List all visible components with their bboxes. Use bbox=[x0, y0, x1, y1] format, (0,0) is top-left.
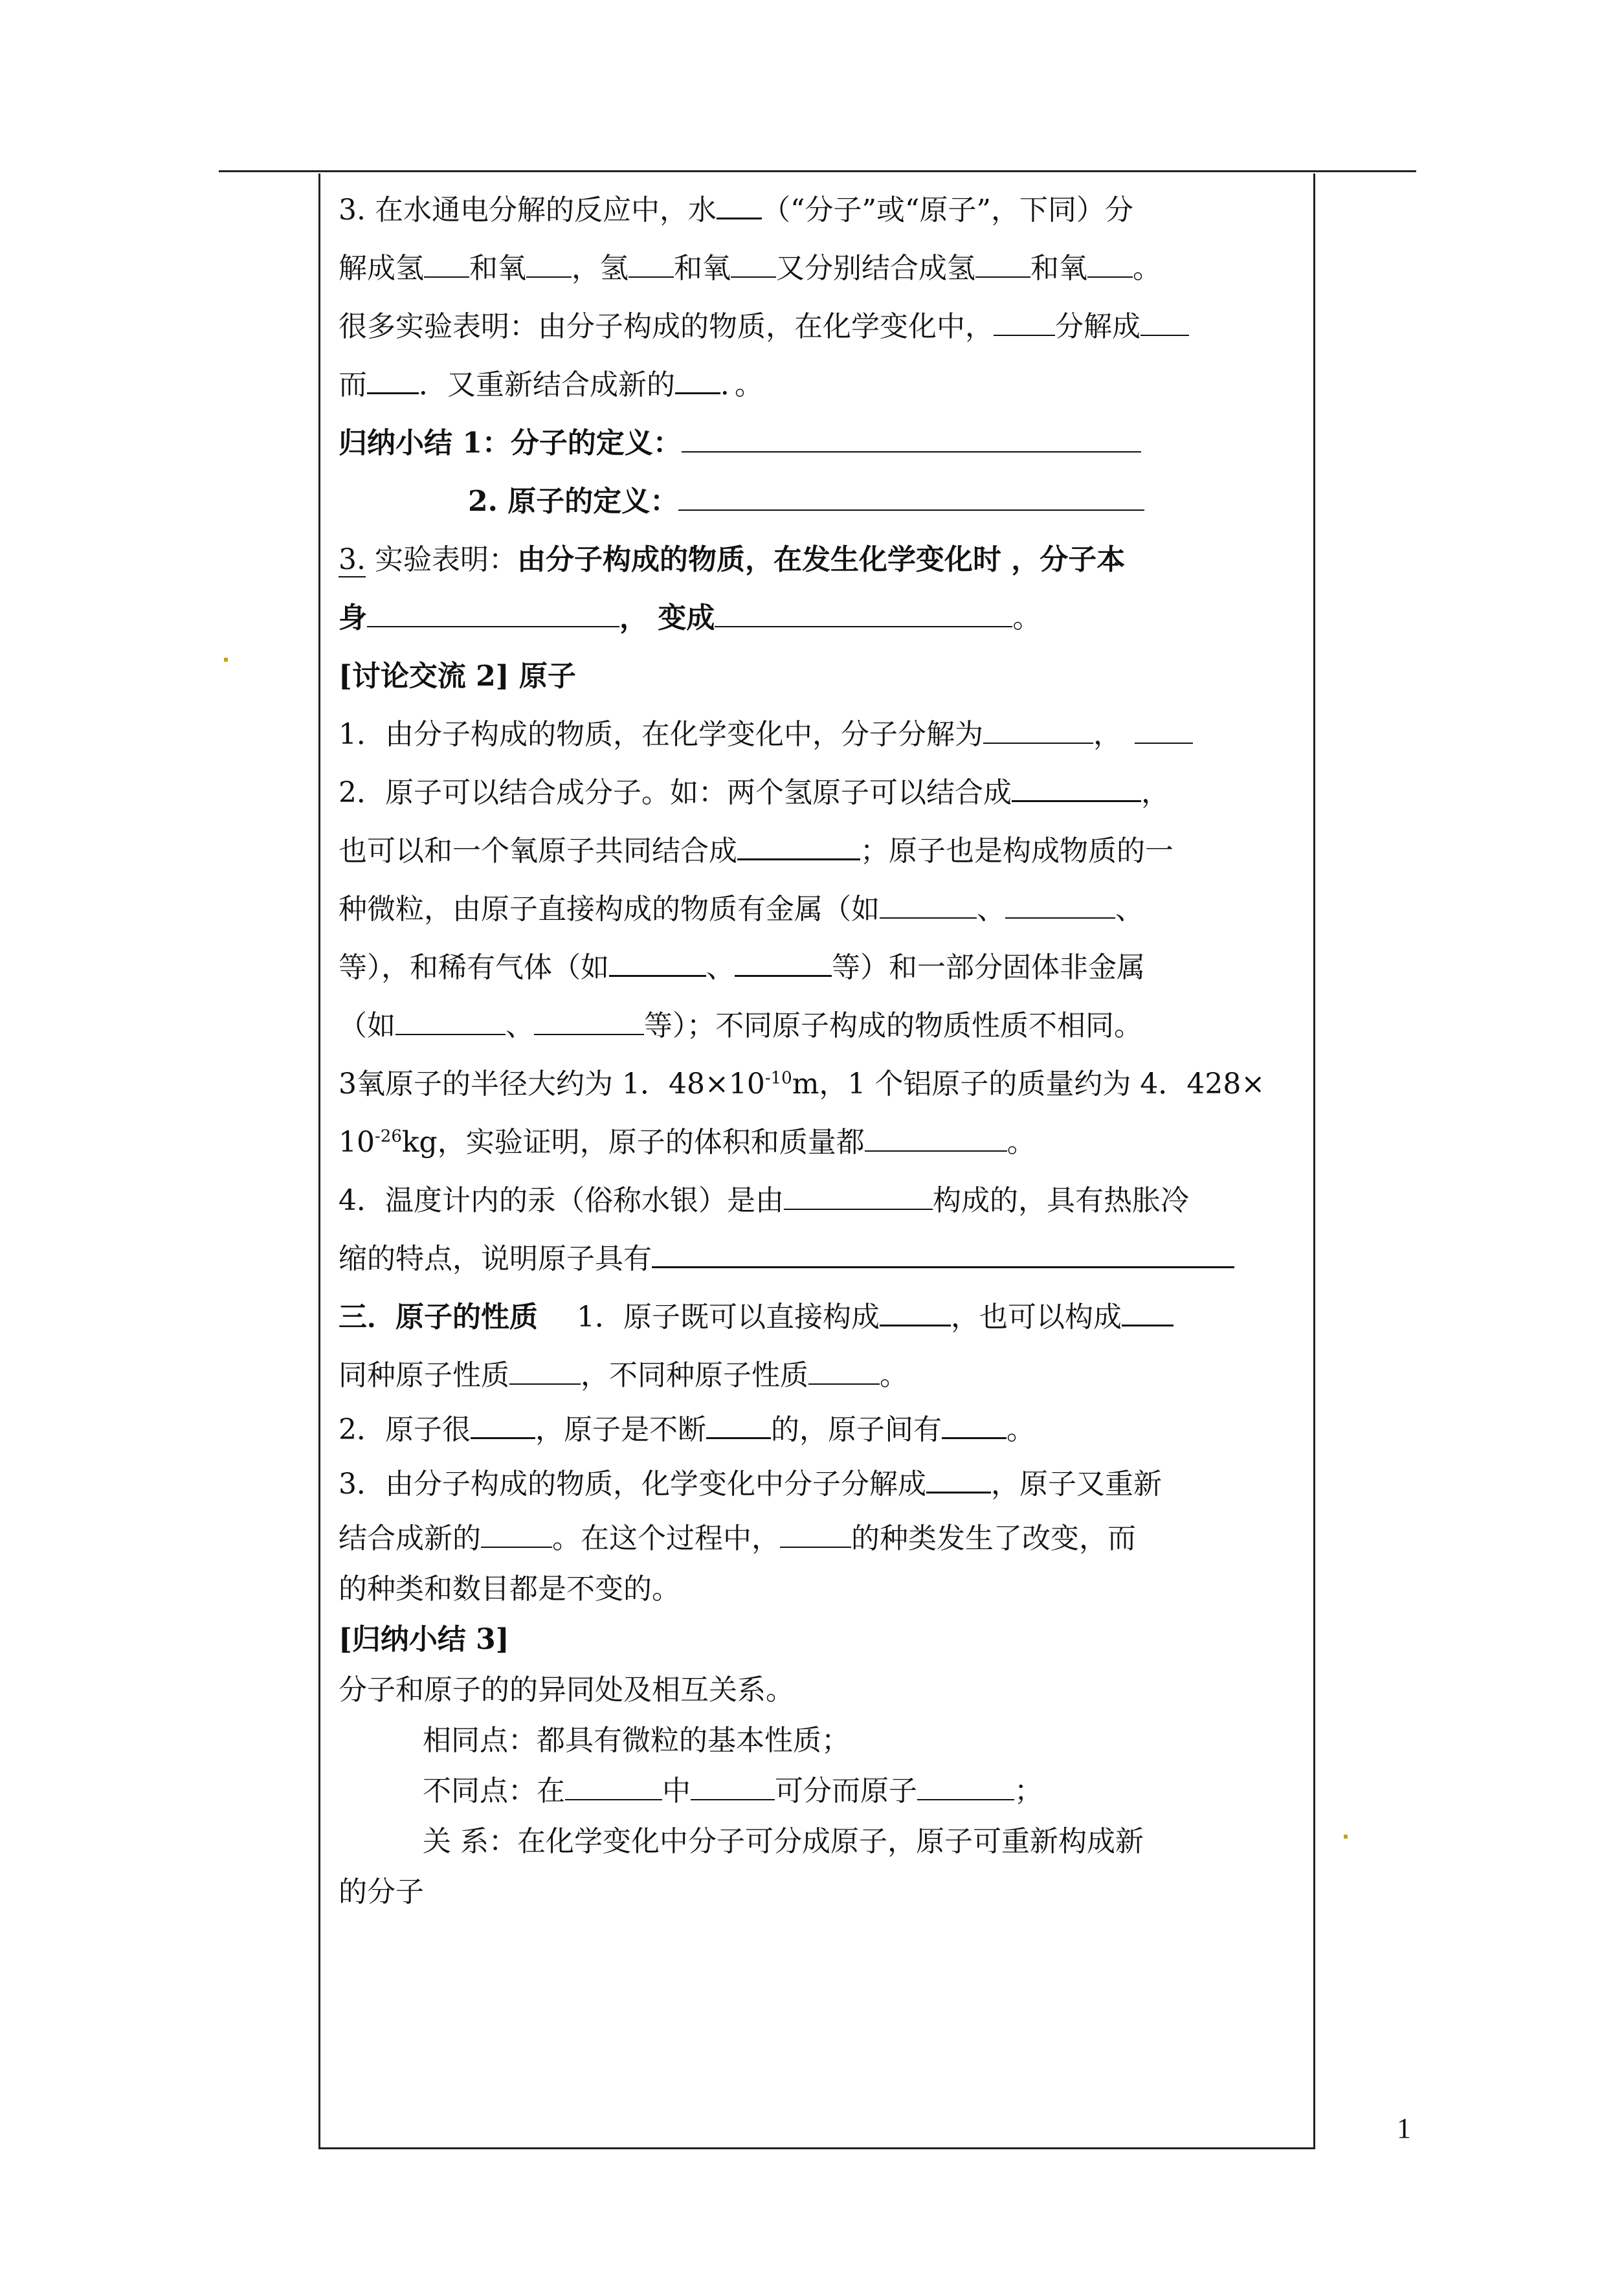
blank[interactable] bbox=[509, 1358, 581, 1385]
text: ， 变成 bbox=[619, 601, 715, 634]
text: 的分子 bbox=[339, 1875, 424, 1908]
blank[interactable] bbox=[1087, 251, 1133, 278]
summary3-heading bbox=[339, 1615, 1309, 1665]
blank[interactable] bbox=[780, 1521, 851, 1548]
worksheet-body bbox=[339, 181, 1309, 1918]
text: [归纳小结 3] bbox=[339, 1623, 509, 1656]
text: 的种类和数目都是不变的。 bbox=[339, 1572, 680, 1605]
blank[interactable] bbox=[395, 1008, 506, 1035]
blank[interactable] bbox=[735, 949, 832, 977]
text: ，原子是不断 bbox=[535, 1413, 706, 1446]
summary3-diff bbox=[339, 1766, 1309, 1817]
text: 解成氢 bbox=[339, 252, 424, 285]
scan-speck bbox=[224, 658, 228, 662]
blank[interactable] bbox=[675, 366, 720, 394]
blank[interactable] bbox=[784, 1183, 933, 1210]
text: 而 bbox=[339, 368, 367, 401]
summary3-relation-cont bbox=[339, 1867, 1309, 1918]
q3-line-4 bbox=[339, 356, 1309, 414]
summary1-definition-atom bbox=[339, 473, 1309, 531]
text: 也可以和一个氧原子共同结合成 bbox=[339, 834, 737, 867]
blank[interactable] bbox=[609, 949, 706, 977]
section3-heading: 三．原子的性质 bbox=[339, 1301, 538, 1334]
text: 。 bbox=[880, 1359, 908, 1392]
discussion2-p9 bbox=[339, 1172, 1309, 1230]
blank[interactable] bbox=[942, 1411, 1007, 1439]
text: 构成的，具有热胀冷 bbox=[933, 1184, 1189, 1217]
blank[interactable] bbox=[565, 1773, 662, 1800]
section3-p5 bbox=[339, 1514, 1309, 1564]
exponent: -10 bbox=[764, 1068, 792, 1088]
blank[interactable] bbox=[731, 251, 776, 278]
discussion2-p1 bbox=[339, 706, 1309, 764]
text: 和氧 bbox=[1030, 252, 1087, 285]
discussion2-p3 bbox=[339, 822, 1309, 880]
text: 1．由分子构成的物质，在化学变化中，分子分解为 bbox=[339, 718, 983, 751]
text: 缩的特点，说明原子具有 bbox=[339, 1242, 652, 1275]
text: 1．原子既可以直接构成 bbox=[577, 1301, 880, 1334]
summary1-item3-cont bbox=[339, 589, 1309, 647]
blank[interactable] bbox=[880, 1299, 951, 1326]
blank[interactable] bbox=[983, 717, 1093, 744]
blank[interactable] bbox=[1140, 309, 1189, 336]
blank[interactable] bbox=[526, 251, 572, 278]
text: 中 bbox=[662, 1774, 691, 1807]
blank[interactable] bbox=[678, 484, 1144, 511]
text: 3．由分子构成的物质，化学变化中分子分解成 bbox=[339, 1468, 926, 1501]
blank[interactable] bbox=[706, 1411, 771, 1439]
blank[interactable] bbox=[880, 891, 977, 919]
blank[interactable] bbox=[917, 1773, 1014, 1800]
blank[interactable] bbox=[1135, 717, 1193, 744]
text: 4．温度计内的汞（俗称水银）是由 bbox=[339, 1184, 784, 1217]
blank[interactable] bbox=[994, 309, 1055, 336]
text: ， bbox=[1093, 718, 1122, 751]
section3-p3 bbox=[339, 1405, 1309, 1455]
text: 2．原子可以结合成分子。如：两个氢原子可以结合成 bbox=[339, 776, 1012, 809]
blank[interactable] bbox=[471, 1411, 535, 1439]
text: 同种原子性质 bbox=[339, 1359, 509, 1392]
blank[interactable] bbox=[865, 1124, 1007, 1152]
text: 2．原子很 bbox=[339, 1413, 471, 1446]
blank[interactable] bbox=[926, 1466, 991, 1493]
text: 、 bbox=[977, 893, 1005, 926]
header-rule bbox=[219, 170, 1416, 172]
text: 分子和原子的的异同处及相互关系。 bbox=[339, 1673, 794, 1706]
text: ， bbox=[1141, 776, 1170, 809]
section3-heading-line bbox=[339, 1288, 1309, 1347]
blank[interactable] bbox=[628, 251, 674, 278]
blank[interactable] bbox=[652, 1240, 1234, 1268]
text: 、 bbox=[706, 951, 735, 984]
text: 等）和一部分固体非金属 bbox=[832, 951, 1145, 984]
blank[interactable] bbox=[682, 425, 1141, 453]
text: 的，原子间有 bbox=[771, 1413, 942, 1446]
text: 实验表明： bbox=[365, 543, 517, 576]
discussion2-p10 bbox=[339, 1230, 1309, 1288]
text: 不同点：在 bbox=[423, 1774, 565, 1807]
text: 相同点：都具有微粒的基本性质； bbox=[423, 1724, 850, 1757]
text: 结合成新的 bbox=[339, 1522, 481, 1555]
text: 和氧 bbox=[674, 252, 731, 285]
text: 、 bbox=[506, 1009, 534, 1042]
discussion2-p8 bbox=[339, 1113, 1309, 1172]
text: ，原子又重新 bbox=[991, 1468, 1162, 1501]
blank[interactable] bbox=[424, 251, 469, 278]
section3-p4 bbox=[339, 1455, 1309, 1514]
text: 、 bbox=[1115, 893, 1144, 926]
blank[interactable] bbox=[534, 1008, 644, 1035]
discussion2-p7 bbox=[339, 1055, 1309, 1113]
text: 分解成 bbox=[1055, 310, 1140, 343]
text: 2. 原子的定义： bbox=[468, 485, 679, 518]
blank[interactable] bbox=[808, 1358, 880, 1385]
blank[interactable] bbox=[1122, 1299, 1174, 1326]
q3-line-2 bbox=[339, 240, 1309, 298]
exponent: -26 bbox=[375, 1126, 402, 1146]
text: 等），和稀有气体（如 bbox=[339, 951, 609, 984]
section3-p6 bbox=[339, 1564, 1309, 1615]
text: 3. 在水通电分解的反应中，水 bbox=[339, 194, 717, 227]
discussion2-heading bbox=[339, 647, 1309, 706]
summary1-definition-molecule bbox=[339, 414, 1309, 473]
page-number: 1 bbox=[1397, 2112, 1411, 2144]
text: ，也可以构成 bbox=[951, 1301, 1122, 1334]
blank[interactable] bbox=[367, 600, 619, 627]
text: 很多实验表明：由分子构成的物质，在化学变化中， bbox=[339, 310, 994, 343]
text: ； bbox=[1014, 1774, 1043, 1807]
discussion2-p6 bbox=[339, 997, 1309, 1055]
text: kg，实验证明，原子的体积和质量都 bbox=[401, 1126, 865, 1159]
text: m，1 个铝原子的质量约为 4．428× bbox=[792, 1068, 1265, 1101]
summary3-same bbox=[339, 1716, 1309, 1766]
text: 和氧 bbox=[469, 252, 526, 285]
text: 又分别结合成氢 bbox=[776, 252, 975, 285]
text: ．。 bbox=[720, 368, 763, 401]
text: 种微粒，由原子直接构成的物质有金属（如 bbox=[339, 893, 880, 926]
summary3-intro bbox=[339, 1665, 1309, 1716]
blank[interactable] bbox=[367, 366, 419, 394]
text: 。 bbox=[1007, 1126, 1036, 1159]
discussion2-p5 bbox=[339, 939, 1309, 997]
text: 。 bbox=[1012, 601, 1041, 634]
text: 可分而原子 bbox=[775, 1774, 917, 1807]
text: ，不同种原子性质 bbox=[581, 1359, 808, 1392]
text: 等）；不同原子构成的物质性质不相同。 bbox=[644, 1009, 1142, 1042]
text: ，氢 bbox=[572, 252, 628, 285]
blank[interactable] bbox=[1005, 891, 1115, 919]
text: 关 系：在化学变化中分子可分成原子，原子可重新构成新 bbox=[423, 1825, 1144, 1858]
text: ．又重新结合成新的 bbox=[419, 368, 675, 401]
text: 身 bbox=[339, 601, 367, 634]
text: 。 bbox=[1133, 252, 1161, 285]
text: [讨论交流 2] 原子 bbox=[339, 660, 576, 693]
blank[interactable] bbox=[481, 1521, 552, 1548]
q3-line-3 bbox=[339, 298, 1309, 356]
summary1-item3 bbox=[339, 531, 1309, 589]
blank[interactable] bbox=[691, 1773, 775, 1800]
text: 的种类发生了改变，而 bbox=[851, 1522, 1136, 1555]
summary3-relation bbox=[339, 1817, 1309, 1867]
text: 。 bbox=[1007, 1413, 1035, 1446]
scan-speck bbox=[1344, 1835, 1348, 1839]
item-number: 3. bbox=[339, 543, 366, 576]
discussion2-p4 bbox=[339, 880, 1309, 939]
text: ；原子也是构成物质的一 bbox=[860, 834, 1174, 867]
summary1-label: 归纳小结 1：分子的定义： bbox=[339, 427, 682, 460]
blank[interactable] bbox=[717, 192, 762, 219]
blank[interactable] bbox=[975, 251, 1030, 278]
blank[interactable] bbox=[1012, 774, 1141, 802]
discussion2-p2 bbox=[339, 764, 1309, 822]
blank[interactable] bbox=[737, 833, 860, 860]
text: 由分子构成的物质，在发生化学变化时 ，分子本 bbox=[517, 543, 1126, 576]
text: 。在这个过程中， bbox=[552, 1522, 780, 1555]
q3-line-1 bbox=[339, 181, 1309, 240]
text: 10 bbox=[339, 1126, 375, 1159]
blank[interactable] bbox=[715, 600, 1012, 627]
text: 3氧原子的半径大约为 1．48×10 bbox=[339, 1068, 765, 1101]
section3-p2 bbox=[339, 1347, 1309, 1405]
text: （“分子”或“原子”，下同）分 bbox=[761, 194, 1133, 227]
text: （如 bbox=[339, 1009, 395, 1042]
